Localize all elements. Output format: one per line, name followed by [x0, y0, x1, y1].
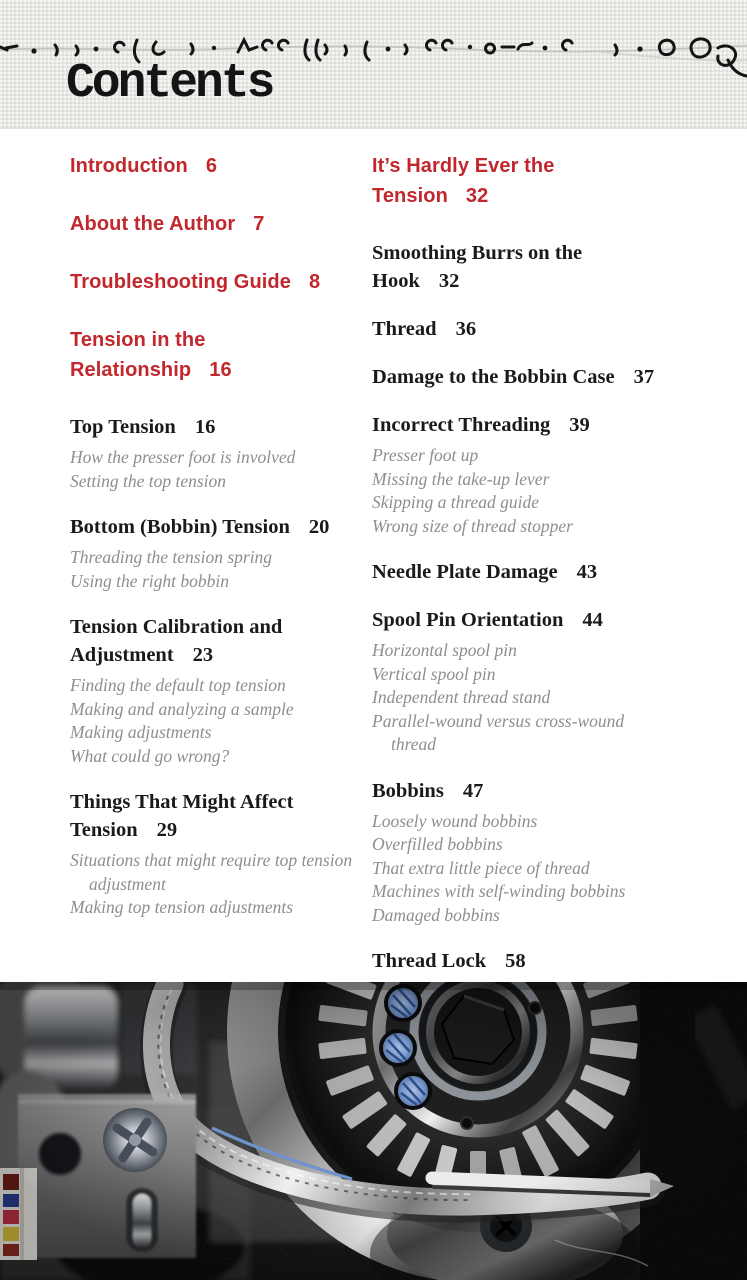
entry-label: Top Tension [70, 416, 176, 438]
subsection-label: Vertical spool pin [372, 663, 496, 684]
subsection-label: Finding the default top tension [70, 675, 286, 695]
subsection-item [372, 663, 702, 687]
entry-heading [70, 209, 362, 239]
subsection-label: Making adjustments [70, 722, 212, 742]
entry-heading [70, 325, 362, 385]
entry-page-number: 29 [156, 819, 178, 841]
entry-label: Tension [372, 185, 448, 207]
toc-column-right [372, 151, 702, 995]
subsection-item [70, 849, 362, 896]
toc-entry-chapter [372, 151, 702, 211]
entry-heading [70, 413, 362, 441]
subsection-item [372, 639, 702, 663]
entry-subsections [372, 444, 702, 538]
subsection-label: Independent thread stand [372, 687, 551, 707]
toc-entry-section [70, 788, 362, 920]
bobbin-photo [0, 982, 747, 1280]
entry-page-number: 7 [253, 213, 265, 235]
entry-page-number: 36 [455, 318, 477, 340]
entry-label: Hook [372, 270, 420, 292]
entry-label: Bottom (Bobbin) Tension [70, 516, 290, 538]
toc-entry-section [372, 558, 702, 586]
subsection-item [70, 745, 362, 769]
toc-entry-section [372, 239, 702, 295]
toc-entry-chapter [70, 209, 362, 239]
toc-entry-section [70, 613, 362, 768]
entry-subsections [70, 546, 362, 593]
entry-page-number: 8 [308, 271, 321, 293]
subsection-item [372, 810, 702, 834]
entry-heading [372, 239, 702, 295]
subsection-label: Skipping a thread guide [372, 492, 540, 512]
subsection-item [372, 904, 702, 928]
entry-label: Needle Plate Damage [372, 561, 558, 583]
entry-heading [372, 947, 702, 975]
entry-page-number: 16 [194, 416, 216, 438]
subsection-item [70, 446, 362, 470]
subsection-item [372, 857, 702, 881]
entry-page-number: 44 [582, 609, 603, 631]
entry-label: Tension [70, 819, 138, 841]
entry-label: Tension Calibration and [70, 616, 283, 638]
entry-page-number: 16 [209, 359, 232, 381]
subsection-label: adjustment [89, 873, 166, 894]
subsection-label: That extra little piece of thread [372, 857, 590, 878]
toc-entry-section [70, 413, 362, 493]
entry-label: Spool Pin Orientation [372, 609, 564, 631]
subsection-label: Overfilled bobbins [372, 834, 503, 854]
photo-vignette [0, 982, 747, 1280]
subsection-label: Making and analyzing a sample [70, 698, 294, 719]
entry-subsections [70, 849, 362, 920]
page-title: Contents [66, 57, 273, 111]
subsection-label: Damaged bobbins [372, 904, 500, 925]
subsection-label: thread [391, 734, 437, 754]
subsection-item [70, 896, 362, 920]
subsection-item [372, 833, 702, 857]
subsection-label: What could go wrong? [70, 745, 230, 766]
subsection-item [372, 880, 702, 904]
toc-entry-chapter [70, 325, 362, 385]
entry-subsections [70, 446, 362, 493]
entry-page-number: 20 [308, 516, 330, 538]
entry-page-number: 32 [438, 270, 460, 292]
toc-entry-chapter [70, 267, 362, 297]
subsection-item [372, 710, 702, 757]
entry-label: Adjustment [70, 644, 174, 666]
subsection-item [372, 686, 702, 710]
entry-heading [372, 558, 702, 586]
entry-page-number: 58 [505, 950, 526, 972]
entry-heading [372, 363, 702, 391]
subsection-label: Wrong size of thread stopper [372, 515, 573, 536]
subsection-item [372, 491, 702, 515]
entry-page-number: 23 [192, 644, 214, 666]
subsection-label: Parallel-wound versus cross-wound [372, 710, 625, 731]
subsection-label: Horizontal spool pin [372, 640, 517, 660]
toc-entry-chapter [70, 151, 362, 181]
entry-label: Tension in the [70, 329, 206, 351]
toc-entry-section [70, 513, 362, 593]
entry-heading [70, 613, 362, 669]
subsection-label: Using the right bobbin [70, 570, 229, 591]
subsection-label: Situations that might require top tension [70, 850, 353, 870]
subsection-label: Setting the top tension [70, 470, 227, 491]
entry-label: Troubleshooting Guide [70, 271, 291, 293]
entry-page-number: 47 [462, 779, 484, 802]
subsection-label: Machines with self-winding bobbins [372, 881, 626, 901]
subsection-item [372, 515, 702, 539]
subsection-label: Making top tension adjustments [70, 897, 294, 917]
entry-page-number: 32 [465, 185, 489, 207]
toc-entry-section [372, 363, 702, 391]
toc-entry-section [372, 411, 702, 538]
entry-label: Introduction [70, 155, 188, 177]
entry-heading [70, 788, 362, 844]
subsection-item [70, 470, 362, 494]
subsection-label: Presser foot up [372, 445, 479, 465]
entry-page-number: 6 [205, 155, 218, 177]
entry-heading [372, 777, 702, 805]
entry-label: Bobbins [372, 779, 444, 802]
subsection-item [372, 444, 702, 468]
entry-label: Smoothing Burrs on the [372, 242, 583, 264]
subsection-item [70, 698, 362, 722]
entry-label: Thread [372, 318, 437, 340]
subsection-item [70, 674, 362, 698]
subsection-label: Missing the take-up lever [372, 468, 550, 489]
entry-subsections [70, 674, 362, 768]
entry-heading [70, 151, 362, 181]
page-header [0, 0, 747, 129]
entry-heading [70, 513, 362, 541]
entry-page-number: 39 [569, 414, 590, 436]
entry-label: Things That Might Affect [70, 791, 294, 813]
toc-entry-section [372, 777, 702, 928]
entry-subsections [372, 810, 702, 928]
subsection-label: Loosely wound bobbins [372, 810, 538, 831]
entry-label: Thread Lock [372, 950, 487, 972]
entry-heading [372, 411, 702, 439]
toc-column-left [70, 151, 362, 940]
toc-entry-section [372, 606, 702, 757]
entry-heading [70, 267, 362, 297]
subsection-label: Threading the tension spring [70, 547, 273, 567]
subsection-item [70, 546, 362, 570]
entry-heading [372, 606, 702, 634]
entry-label: Damage to the Bobbin Case [372, 366, 615, 388]
entry-label: Incorrect Threading [372, 414, 551, 436]
entry-page-number: 37 [633, 366, 655, 388]
entry-page-number: 43 [576, 561, 598, 583]
toc-entry-section [372, 947, 702, 975]
subsection-item [70, 721, 362, 745]
toc-entry-section [372, 315, 702, 343]
entry-label: About the Author [70, 213, 236, 235]
subsection-item [70, 570, 362, 594]
entry-heading [372, 315, 702, 343]
subsection-label: How the presser foot is involved [70, 447, 296, 467]
entry-label: Relationship [70, 359, 192, 381]
subsection-item [372, 468, 702, 492]
entry-label: It’s Hardly Ever the [372, 155, 555, 177]
entry-subsections [372, 639, 702, 757]
entry-heading [372, 151, 702, 211]
bobbin-photo-illustration [0, 982, 747, 1280]
